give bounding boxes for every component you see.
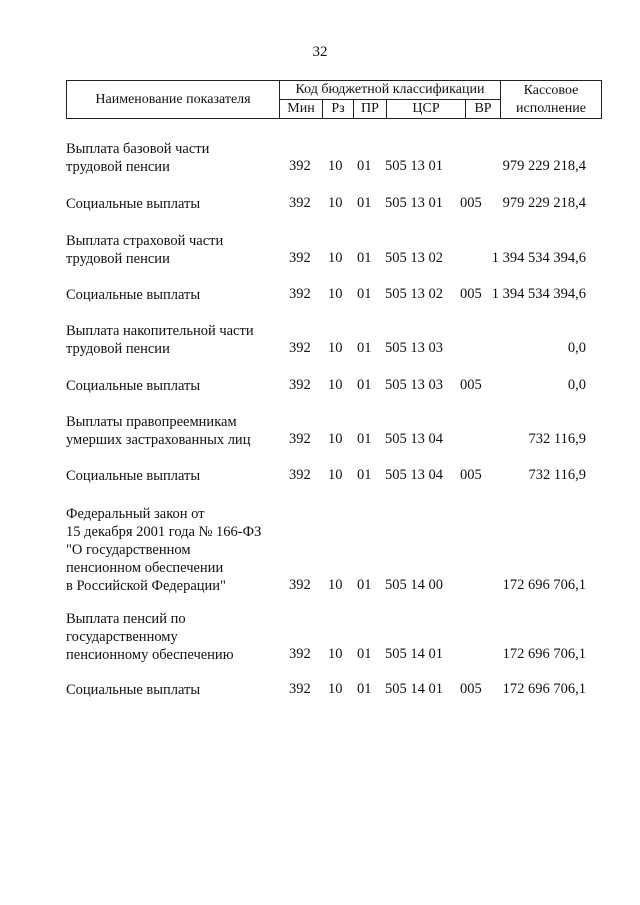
- row-name-line: пенсионному обеспечению: [66, 647, 234, 663]
- cell-min: 392: [289, 195, 311, 211]
- cell-amount: 1 394 534 394,6: [491, 250, 586, 266]
- cell-amount: 979 229 218,4: [502, 158, 586, 174]
- row-name-line: Выплата страховой части: [66, 233, 224, 249]
- cell-min: 392: [289, 377, 311, 393]
- cell-csr: 505 13 04: [385, 431, 443, 447]
- cell-csr: 505 13 02: [385, 286, 443, 302]
- row-name-line: Социальные выплаты: [66, 287, 201, 303]
- header-name: Наименование показателя: [67, 81, 280, 119]
- cell-vr: 005: [460, 286, 482, 302]
- header-csr: ЦСР: [387, 100, 466, 119]
- cell-rz: 10: [328, 340, 343, 356]
- row-name-line: пенсионном обеспечении: [66, 560, 224, 576]
- cell-amount: 0,0: [567, 377, 586, 393]
- cell-pr: 01: [357, 646, 372, 662]
- cell-amount: 172 696 706,1: [502, 681, 586, 697]
- cell-csr: 505 14 01: [385, 646, 443, 662]
- cell-rz: 10: [328, 377, 343, 393]
- row-name-line: государственному: [66, 629, 178, 645]
- header-min: Мин: [280, 100, 323, 119]
- row-name-line: трудовой пенсии: [66, 251, 170, 267]
- cell-rz: 10: [328, 681, 343, 697]
- row-name: [66, 140, 286, 176]
- cell-vr: 005: [460, 195, 482, 211]
- row-name-line: Выплата базовой части: [66, 141, 210, 157]
- row-name-line: Выплата накопительной части: [66, 323, 254, 339]
- row-name: [66, 232, 286, 268]
- cell-min: 392: [289, 340, 311, 356]
- row-name-line: "О государственном: [66, 542, 191, 558]
- cell-rz: 10: [328, 158, 343, 174]
- cell-rz: 10: [328, 195, 343, 211]
- cell-csr: 505 13 02: [385, 250, 443, 266]
- cell-pr: 01: [357, 195, 372, 211]
- cell-min: 392: [289, 681, 311, 697]
- cell-min: 392: [289, 646, 311, 662]
- cell-amount: 732 116,9: [528, 431, 586, 447]
- row-name-line: Социальные выплаты: [66, 378, 201, 394]
- row-name: [66, 195, 286, 213]
- cell-amount: 732 116,9: [528, 467, 586, 483]
- row-name-line: умерших застрахованных лиц: [66, 432, 251, 448]
- cell-csr: 505 13 01: [385, 158, 443, 174]
- cell-pr: 01: [357, 250, 372, 266]
- cell-amount: 172 696 706,1: [502, 577, 586, 593]
- row-name-line: Социальные выплаты: [66, 196, 201, 212]
- header-amount-line1: Кассовое: [523, 82, 579, 98]
- cell-pr: 01: [357, 158, 372, 174]
- row-name: [66, 322, 286, 358]
- cell-rz: 10: [328, 431, 343, 447]
- row-name: [66, 610, 286, 664]
- cell-rz: 10: [328, 467, 343, 483]
- cell-min: 392: [289, 467, 311, 483]
- row-name: [66, 505, 286, 595]
- row-name-line: Социальные выплаты: [66, 682, 201, 698]
- header-vr: ВР: [466, 100, 501, 119]
- cell-vr: 005: [460, 467, 482, 483]
- header-rz: Рз: [323, 100, 354, 119]
- cell-amount: 979 229 218,4: [502, 195, 586, 211]
- row-name-line: трудовой пенсии: [66, 159, 170, 175]
- cell-csr: 505 13 03: [385, 340, 443, 356]
- cell-pr: 01: [357, 286, 372, 302]
- cell-vr: 005: [460, 377, 482, 393]
- row-name-line: Социальные выплаты: [66, 468, 201, 484]
- cell-min: 392: [289, 158, 311, 174]
- row-name: [66, 413, 286, 449]
- row-name: [66, 286, 286, 304]
- header-code-group: Код бюджетной классификации: [280, 81, 501, 100]
- cell-min: 392: [289, 431, 311, 447]
- cell-pr: 01: [357, 577, 372, 593]
- cell-rz: 10: [328, 646, 343, 662]
- header-amount: [501, 81, 602, 119]
- cell-pr: 01: [357, 431, 372, 447]
- cell-csr: 505 13 01: [385, 195, 443, 211]
- cell-rz: 10: [328, 577, 343, 593]
- cell-amount: 0,0: [567, 340, 586, 356]
- cell-rz: 10: [328, 286, 343, 302]
- row-name-line: Выплаты правопреемникам: [66, 414, 237, 430]
- row-name-line: Выплата пенсий по: [66, 611, 186, 627]
- cell-min: 392: [289, 286, 311, 302]
- row-name: [66, 681, 286, 699]
- cell-min: 392: [289, 577, 311, 593]
- row-name-line: 15 декабря 2001 года № 166-ФЗ: [66, 524, 262, 540]
- row-name-line: Федеральный закон от: [66, 506, 205, 522]
- table-header: [66, 80, 602, 119]
- cell-csr: 505 13 04: [385, 467, 443, 483]
- cell-vr: 005: [460, 681, 482, 697]
- cell-csr: 505 14 01: [385, 681, 443, 697]
- cell-csr: 505 13 03: [385, 377, 443, 393]
- cell-pr: 01: [357, 377, 372, 393]
- cell-amount: 1 394 534 394,6: [491, 286, 586, 302]
- cell-pr: 01: [357, 467, 372, 483]
- header-pr: ПР: [354, 100, 387, 119]
- cell-pr: 01: [357, 340, 372, 356]
- row-name: [66, 377, 286, 395]
- cell-rz: 10: [328, 250, 343, 266]
- row-name-line: трудовой пенсии: [66, 341, 170, 357]
- cell-amount: 172 696 706,1: [502, 646, 586, 662]
- row-name: [66, 467, 286, 485]
- cell-pr: 01: [357, 681, 372, 697]
- row-name-line: в Российской Федерации": [66, 578, 226, 594]
- page-number: 32: [312, 44, 328, 60]
- cell-min: 392: [289, 250, 311, 266]
- cell-csr: 505 14 00: [385, 577, 443, 593]
- header-amount-line2: исполнение: [516, 100, 586, 116]
